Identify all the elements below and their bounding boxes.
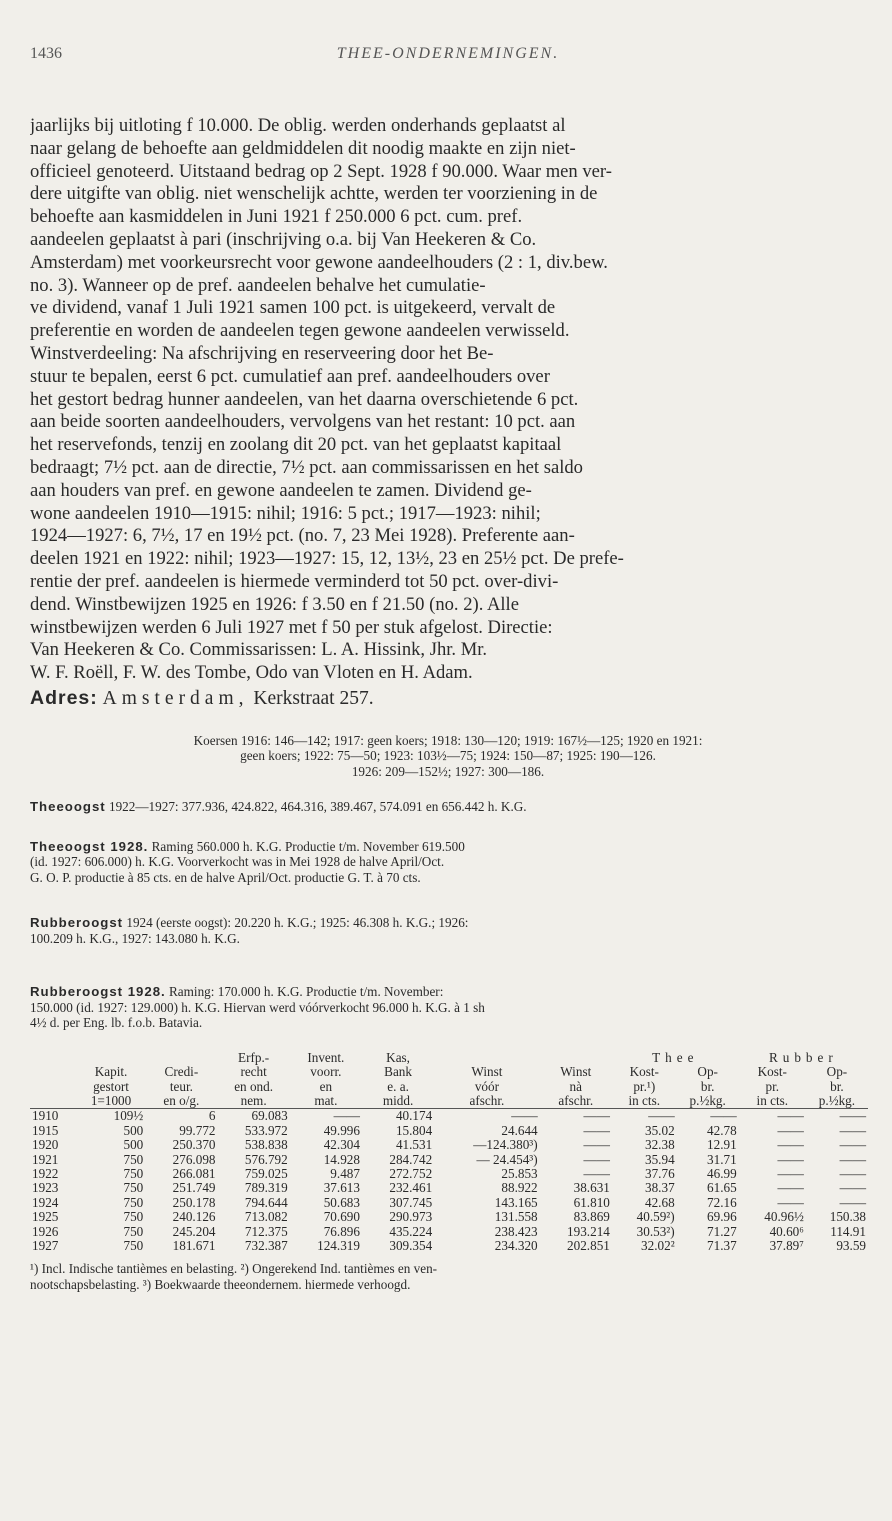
table-cell: 500 [123,1122,144,1138]
body-line: stuur te bepalen, eerst 6 pct. cumulatief aan pref. aandeelhouders over [30,365,550,387]
table-cell: —— [583,1165,610,1181]
year-cell: 1923 [32,1180,59,1196]
col-header: voorr. [310,1064,342,1080]
year-cell: 1922 [32,1165,59,1181]
body-line: dere uitgifte van oblig. niet wenschelijk achtte, werden ter voorziening in de [30,183,598,205]
table-cell: —— [648,1108,675,1124]
table-cell: 276.098 [172,1151,216,1167]
col-header: pr. [765,1078,780,1094]
table-cell: 37.76 [644,1165,675,1181]
table-cell: 150.38 [829,1209,866,1225]
table-cell: 193.214 [567,1223,610,1239]
theeoogst-label: Theeoogst [30,799,106,815]
col-header: in cts. [739,1094,806,1109]
body-line: 1924—1927: 6, 7½, 17 en 19½ pct. (no. 7, 23 Mei 1928). Preferente aan- [30,525,575,547]
col-header: nà [569,1078,582,1094]
financial-table [30,1051,868,1254]
col-header: Kost- [757,1064,787,1080]
table-cell: —— [777,1180,804,1196]
theeoogst-1928-line: Raming 560.000 h. K.G. Productie t/m. November 619.500 [151,838,465,854]
body-line: officieel genoteerd. Uitstaand bedrag op 2 Sept. 1928 f 90.000. Waar men ver- [30,160,612,182]
body-line: aan houders van pref. en gewone aandeelen te zamen. Dividend ge- [30,479,532,501]
table-cell: 15.804 [395,1122,433,1138]
table-row [30,1239,868,1253]
table-cell: —— [710,1108,737,1124]
table-body [30,1109,868,1254]
body-line: aan beide soorten aandeelhouders, vervolgens van het restant: 10 pct. aan [30,411,576,433]
table-cell: 500 [123,1137,144,1153]
table-cell: —— [839,1194,866,1210]
body-line: het reservefonds, tenzij en zoolang dit 20 pct. van het geplaatst kapitaal [30,434,562,456]
table-cell: 309.354 [389,1238,433,1253]
col-header: nem. [218,1094,290,1109]
table-cell: —— [839,1180,866,1196]
table-header-row [30,1094,868,1109]
table-cell: 46.99 [707,1165,737,1181]
col-header: p.½kg. [806,1094,868,1109]
table-cell: 69.96 [707,1209,737,1225]
table-cell: 69.083 [251,1108,288,1124]
running-title: THEE-ONDERNEMINGEN. [336,45,560,62]
col-header: Credi- [164,1064,199,1080]
koersen-line: 1926: 209—152½; 1927: 300—186. [351,763,545,779]
table-cell: 533.972 [244,1122,288,1138]
table-cell: —— [777,1151,804,1167]
col-header: e. a. [387,1078,409,1094]
body-line: naar gelang de behoefte aan geldmiddelen dit noodig maakte en zijn niet- [30,137,576,159]
table-cell: 538.838 [244,1137,288,1153]
body-line: aandeelen geplaatst à pari (inschrijving o.a. bij Van Heekeren & Co. [30,228,537,250]
body-line: Amsterdam) met voorkeursrecht voor gewone aandeelhouders (2 : 1, div.bew. [30,251,608,273]
address-label: Adres: [30,686,98,709]
table-cell: 32.02² [641,1238,675,1253]
body-line: Van Heekeren & Co. Commissarissen: L. A. Hissink, Jhr. Mr. [30,639,488,661]
col-header: Invent. [307,1049,345,1065]
table-header-row [30,1051,868,1065]
year-cell: 1910 [32,1108,59,1124]
table-cell: —— [839,1137,866,1153]
rubberoogst-1928-line: 4½ d. per Eng. lb. f.o.b. Batavia. [30,1015,203,1031]
table-cell: 272.752 [389,1165,433,1181]
table-cell: — 24.454³) [476,1151,538,1167]
table-row [30,1167,868,1181]
table-header-row [30,1080,868,1094]
theeoogst-1928-label: Theeoogst 1928. [30,838,149,854]
col-header: midd. [362,1094,434,1109]
table-cell: —— [333,1108,360,1124]
table-cell: 24.644 [501,1122,538,1138]
koersen-section [30,733,866,780]
table-cell: 750 [123,1151,144,1167]
table-cell: —— [511,1108,538,1124]
table-cell: 181.671 [172,1238,216,1253]
table-cell: 251.749 [172,1180,216,1196]
col-header: en ond. [234,1078,274,1094]
footnote-line: nootschapsbelasting. ³) Boekwaarde theeondernem. hiermede verhoogd. [30,1276,411,1292]
table-cell: —— [583,1122,610,1138]
table-cell: 42.304 [323,1137,360,1153]
table-cell: 250.178 [172,1194,216,1210]
body-line: het gestort bedrag hunner aandeelen, van het daarna overschietende 6 pct. [30,388,579,410]
footnote-line: ¹) Incl. Indische tantièmes en belasting. ²) Ongerekend Ind. tantièmes en ven- [30,1261,438,1277]
year-cell: 1926 [32,1223,59,1239]
theeoogst-1928-line: (id. 1927: 606.000) h. K.G. Voorverkocht was in Mei 1928 de halve April/Oct. [30,854,445,870]
col-header: afschr. [540,1094,612,1109]
table-cell: 42.68 [644,1194,675,1210]
table-cell: 9.487 [330,1165,360,1181]
body-line: no. 3). Wanneer op de pref. aandeelen behalve het cumulatie- [30,274,486,296]
rubberoogst-line: 1924 (eerste oogst): 20.220 h. K.G.; 1925: 46.308 h. K.G.; 1926: [126,915,469,931]
table-row [30,1210,868,1224]
table-cell: 70.690 [323,1209,360,1225]
col-header: Bank [384,1064,412,1080]
col-header: teur. [169,1078,193,1094]
body-line: dend. Winstbewijzen 1925 en 1926: f 3.50 en f 21.50 (no. 2). Alle [30,593,519,615]
table-cell: 307.745 [389,1194,433,1210]
footnotes [30,1261,866,1292]
table-cell: 88.922 [501,1180,538,1196]
table-cell: 240.126 [172,1209,216,1225]
table-cell: 76.896 [323,1223,360,1239]
col-header: Erfp.- [238,1049,270,1065]
table-cell: 25.853 [501,1165,538,1181]
table-cell: 284.742 [389,1151,433,1167]
rubberoogst-label: Rubberoogst [30,915,124,931]
body-line: preferentie en worden de aandeelen tegen gewone aandeelen verwisseld. [30,320,570,342]
col-header: Op- [826,1064,848,1080]
col-header: Kost- [629,1064,659,1080]
table-cell: 6 [208,1108,216,1124]
table-cell: 40.60⁶ [769,1223,804,1239]
body-line: rentie der pref. aandeelen is hiermede verminderd tot 50 pct. over-divi- [30,570,559,592]
table-cell: 234.320 [494,1238,538,1253]
table-cell: 143.165 [494,1194,538,1210]
rubberoogst-1928-line: Raming: 170.000 h. K.G. Productie t/m. November: [169,984,444,1000]
table-cell: 750 [123,1223,144,1239]
address-city: Amsterdam, [102,687,249,709]
table-cell: 750 [123,1194,144,1210]
table-cell: —— [777,1165,804,1181]
col-header: vóór [474,1078,500,1094]
table-cell: 38.37 [644,1180,675,1196]
table-cell: 232.461 [389,1180,433,1196]
table-cell: 30.53²) [636,1223,675,1239]
page-number: 1436 [30,45,62,62]
table-cell: 99.772 [179,1122,216,1138]
table-cell: —— [777,1108,804,1124]
year-cell: 1925 [32,1209,59,1225]
table-cell: —— [839,1165,866,1181]
table-cell: 114.91 [830,1223,866,1239]
table-cell: 290.973 [389,1209,433,1225]
table-cell: —— [839,1122,866,1138]
table-cell: 50.683 [323,1194,360,1210]
table-cell: 12.91 [707,1137,737,1153]
document-page [30,45,866,1292]
table-header-row [30,1065,868,1079]
table-cell: 40.174 [395,1108,433,1124]
col-header: 1=1000 [77,1094,145,1109]
body-line: wone aandeelen 1910—1915: nihil; 1916: 5 pct.; 1917—1923: nihil; [30,502,541,524]
col-header: Kapit. [94,1064,128,1080]
table-cell: 750 [123,1165,144,1181]
year-cell: 1920 [32,1137,59,1153]
body-line: behoefte aan kasmiddelen in Juni 1921 f 250.000 6 pct. cum. pref. [30,206,523,228]
col-header: afschr. [434,1094,539,1109]
year-cell: 1927 [32,1238,59,1253]
table-cell: 131.558 [494,1209,538,1225]
rubberoogst-line: 100.209 h. K.G., 1927: 143.080 h. K.G. [30,930,240,946]
table-cell: 40.96½ [764,1209,804,1225]
table-cell: 35.02 [644,1122,675,1138]
table-cell: 750 [123,1209,144,1225]
table-row [30,1124,868,1138]
body-line: bedraagt; 7½ pct. aan de directie, 7½ pct. aan commissarissen en het saldo [30,456,583,478]
table-cell: 266.081 [172,1165,216,1181]
rubberoogst-1928-section [30,984,866,1031]
table-cell: 41.531 [395,1137,433,1153]
rubberoogst-1928-line: 150.000 (id. 1927: 129.000) h. K.G. Hiervan werd vóórverkocht 96.000 h. K.G. à 1 sh [30,999,485,1015]
table-cell: —— [583,1108,610,1124]
table-cell: 38.631 [573,1180,610,1196]
table-cell: 93.59 [836,1238,866,1253]
table-cell: 712.375 [244,1223,288,1239]
body-line: deelen 1921 en 1922: nihil; 1923—1927: 15, 12, 13½, 23 en 25½ pct. De prefe- [30,548,624,570]
table-cell: 61.65 [707,1180,737,1196]
table-cell: 750 [123,1180,144,1196]
table-cell: 71.37 [707,1238,737,1253]
table-cell: —— [583,1151,610,1167]
body-line: W. F. Roëll, F. W. des Tombe, Odo van Vloten en H. Adam. [30,662,473,684]
col-header: mat. [290,1094,362,1109]
table-cell: 109½ [113,1108,144,1124]
table-row [30,1138,868,1152]
table-cell: 794.644 [244,1194,288,1210]
table-cell: 71.27 [707,1223,737,1239]
col-header: en [319,1078,333,1094]
table-cell: —— [839,1151,866,1167]
page-header [30,45,866,71]
col-header: en o/g. [145,1094,217,1109]
col-header: pr.¹) [633,1078,656,1094]
theeoogst-text: 1922—1927: 377.936, 424.822, 464.316, 389.467, 574.091 en 656.442 h. K.G. [108,799,527,815]
col-header: p.½kg. [677,1094,739,1109]
year-cell: 1915 [32,1122,59,1138]
body-line: Winstverdeeling: Na afschrijving en reserveering door het Be- [30,342,494,364]
table-cell: 83.869 [573,1209,610,1225]
col-header: Winst [471,1064,503,1080]
table-cell: —— [839,1108,866,1124]
table-cell: 61.810 [573,1194,610,1210]
table-cell: 31.71 [707,1151,737,1167]
col-header: br. [830,1078,844,1094]
address-street: Kerkstraat 257. [253,687,374,709]
table-cell: 14.928 [323,1151,360,1167]
koersen-line: Koersen 1916: 146—142; 1917: geen koers; 1918: 130—120; 1919: 167½—125; 1920 en 1921: [193,732,703,748]
table-cell: 202.851 [567,1238,610,1253]
group-header-thee: Thee [652,1049,699,1065]
table-cell: 789.319 [244,1180,288,1196]
table-cell: 250.370 [172,1137,216,1153]
table-cell: 37.89⁷ [769,1238,804,1253]
body-line: ve dividend, vanaf 1 Juli 1921 samen 100 pct. is uitgekeerd, vervalt de [30,297,556,319]
rubberoogst-1928-label: Rubberoogst 1928. [30,984,166,1000]
table-cell: 759.025 [244,1165,288,1181]
col-header: gestort [93,1078,129,1094]
col-header: recht [240,1064,267,1080]
table-cell: 72.16 [707,1194,737,1210]
theeoogst-1928-section [30,839,866,886]
table-cell: 245.204 [172,1223,216,1239]
table-cell: 35.94 [644,1151,675,1167]
koersen-line: geen koers; 1922: 75—50; 1923: 103½—75; 1924: 150—87; 1925: 190—126. [240,748,656,764]
table-header [30,1051,868,1109]
col-header: Kas, [386,1049,410,1065]
theeoogst-1928-line: G. O. P. productie à 85 cts. en de halve April/Oct. productie G. T. à 70 cts. [30,869,421,885]
table-cell: —124.380³) [473,1137,538,1153]
year-cell: 1921 [32,1151,59,1167]
rubberoogst-section [30,915,866,946]
table-cell: —— [583,1137,610,1153]
table-cell: 42.78 [707,1122,737,1138]
table-row [30,1181,868,1195]
table-cell: 124.319 [317,1238,360,1253]
table-cell: —— [777,1137,804,1153]
col-header: Op- [697,1064,718,1080]
table-cell: —— [777,1122,804,1138]
table-cell: —— [777,1194,804,1210]
year-cell: 1924 [32,1194,59,1210]
table-cell: 435.224 [389,1223,433,1239]
table-row [30,1196,868,1210]
group-header-rubber: Rubber [768,1049,838,1065]
body-line: winstbewijzen werden 6 Juli 1927 met f 50 per stuk afgelost. Directie: [30,616,553,638]
table-row [30,1153,868,1167]
address-line [30,687,866,711]
col-header: br. [700,1078,715,1094]
table-cell: 732.387 [244,1238,288,1253]
table-row [30,1109,868,1124]
table-cell: 37.613 [323,1180,360,1196]
table-cell: 750 [123,1238,144,1253]
table-row [30,1225,868,1239]
table-cell: 238.423 [494,1223,538,1239]
table-cell: 713.082 [244,1209,288,1225]
col-header: Winst [560,1064,592,1080]
col-header: in cts. [612,1094,677,1109]
theeoogst-section [30,799,866,815]
table-cell: 576.792 [244,1151,288,1167]
table-cell: 49.996 [323,1122,360,1138]
body-line: jaarlijks bij uitloting f 10.000. De oblig. werden onderhands geplaatst al [30,115,566,136]
table-cell: 32.38 [644,1137,675,1153]
table-cell: 40.59²) [636,1209,675,1225]
body-paragraph [30,115,866,711]
